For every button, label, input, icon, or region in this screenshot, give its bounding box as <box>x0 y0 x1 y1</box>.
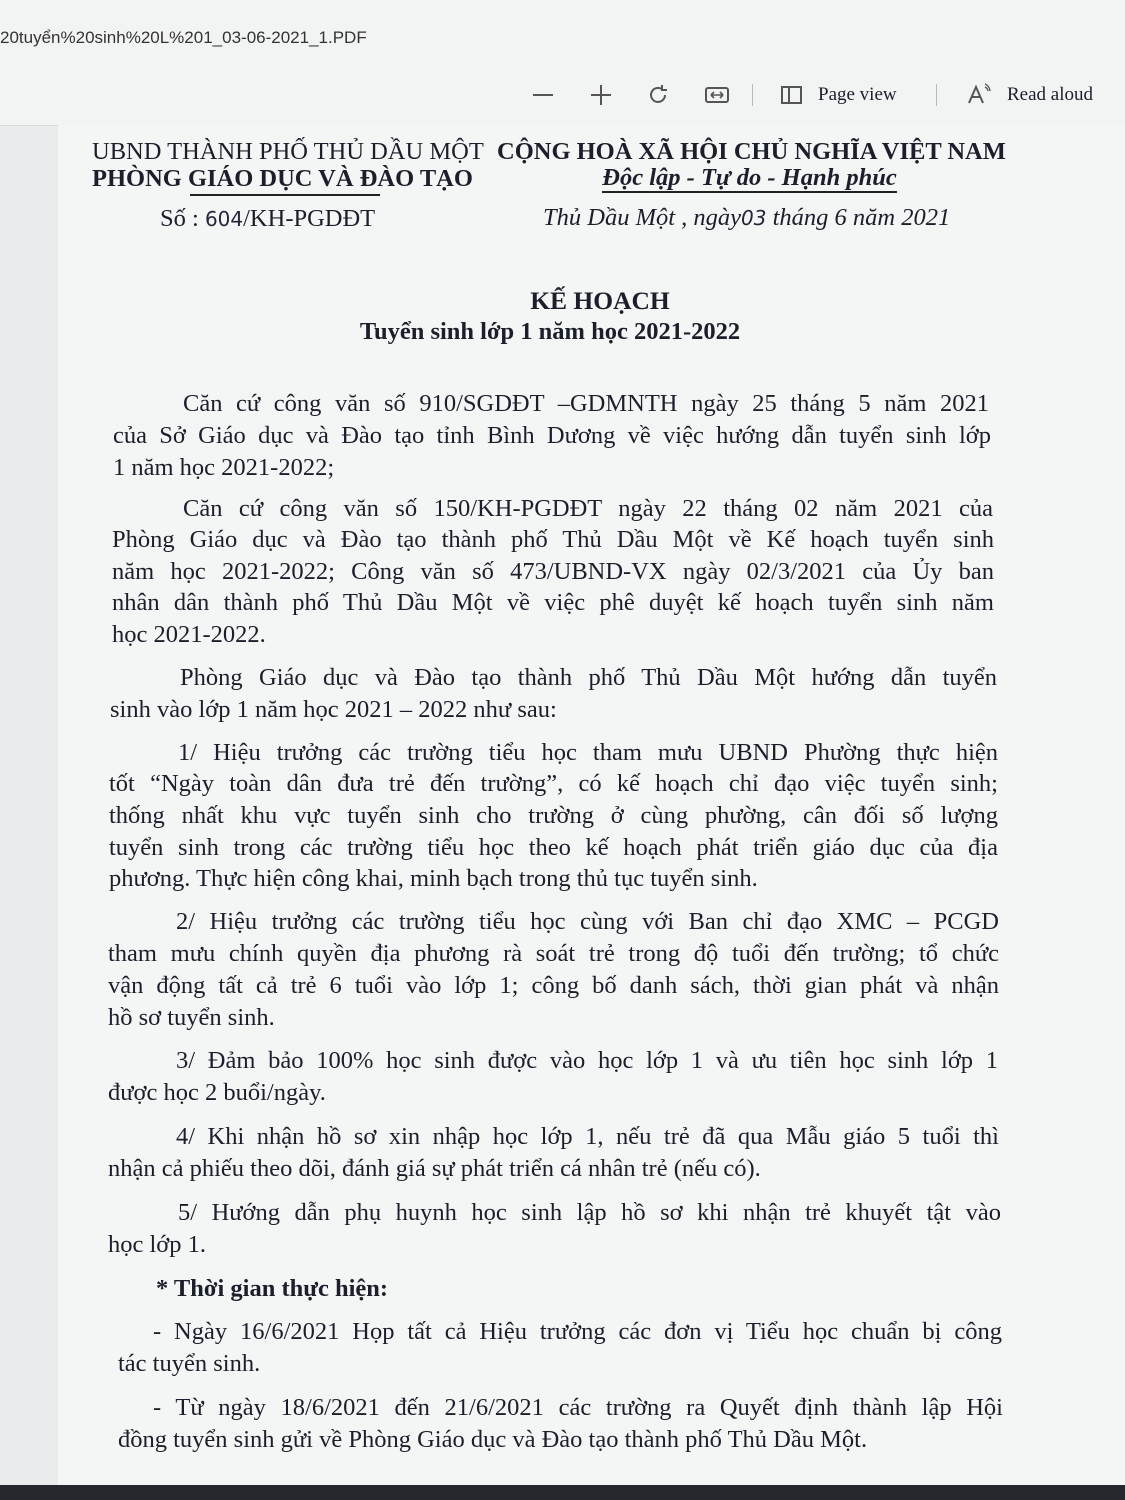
body-line: phương. Thực hiện công khai, minh bạch trong thủ tục tuyển sinh. <box>109 865 758 892</box>
window-titlebar <box>0 0 1125 70</box>
schedule-line: - Ngày 16/6/2021 Họp tất cả Hiệu trưởng các đơn vị Tiểu học chuẩn bị công <box>153 1318 1002 1345</box>
document-date <box>543 203 950 233</box>
body-line: thống nhất khu vực tuyển sinh cho trường ở cùng phường, cân đối số lượng <box>109 802 998 829</box>
body-line: nhân dân thành phố Thủ Dầu Một về việc phê duyệt kế hoạch tuyển sinh năm <box>112 589 994 616</box>
body-line: 3/ Đảm bảo 100% học sinh được vào học lớp 1 và ưu tiên học sinh lớp 1 <box>176 1047 998 1074</box>
fit-width-button[interactable] <box>703 70 731 120</box>
read-aloud-label: Read aloud <box>1007 84 1094 105</box>
issuer-underline <box>190 194 380 196</box>
pdf-toolbar <box>0 70 1125 126</box>
page-view-button[interactable] <box>778 70 897 120</box>
handwritten-number: 604 <box>204 207 244 231</box>
schedule-line: - Từ ngày 18/6/2021 đến 21/6/2021 các trường ra Quyết định thành lập Hội <box>153 1394 1003 1421</box>
schedule-line: đồng tuyển sinh gửi về Phòng Giáo dục và Đào tạo thành phố Thủ Dầu Một. <box>118 1426 868 1453</box>
handwritten-day: 03 <box>741 206 767 230</box>
body-line: sinh vào lớp 1 năm học 2021 – 2022 như sau: <box>110 696 557 723</box>
body-line: năm học 2021-2022; Công văn số 473/UBND-VX ngày 02/3/2021 của Ủy ban <box>112 558 994 585</box>
body-line: vận động tất cả trẻ 6 tuổi vào lớp 1; công bố danh sách, thời gian phát và nhận <box>108 972 999 999</box>
body-line: 4/ Khi nhận hồ sơ xin nhập học lớp 1, nếu trẻ đã qua Mẫu giáo 5 tuổi thì <box>176 1123 999 1150</box>
taskbar <box>0 1485 1125 1500</box>
rotate-icon <box>645 82 671 108</box>
schedule-line: tác tuyển sinh. <box>118 1350 261 1377</box>
body-line: hồ sơ tuyển sinh. <box>108 1004 275 1031</box>
date-suffix: tháng 6 năm 2021 <box>766 204 951 231</box>
document-number <box>160 204 375 234</box>
read-aloud-icon <box>965 82 993 108</box>
body-line: của Sở Giáo dục và Đào tạo tỉnh Bình Dương về việc hướng dẫn tuyển sinh lớp <box>113 422 991 449</box>
body-line: học lớp 1. <box>108 1231 207 1258</box>
body-line: tuyển sinh trong các trường tiểu học theo kế hoạch phát triển giáo dục của địa <box>109 834 998 861</box>
number-prefix: Số : <box>160 205 199 232</box>
date-prefix: Thủ Dầu Một , ngày <box>543 204 742 231</box>
national-motto: Độc lập - Tự do - Hạnh phúc <box>602 164 897 191</box>
issuer-line-1: UBND THÀNH PHỐ THỦ DẦU MỘT <box>92 138 484 165</box>
zoom-out-button[interactable] <box>530 70 556 120</box>
page-view-label: Page view <box>818 84 897 105</box>
body-line: 1 năm học 2021-2022; <box>113 454 335 481</box>
rotate-button[interactable] <box>645 70 671 120</box>
fit-width-icon <box>703 82 731 108</box>
plus-icon <box>588 82 614 108</box>
toolbar-divider <box>936 84 937 106</box>
document-title: KẾ HOẠCH <box>530 286 670 315</box>
document-filename: 20tuyển%20sinh%20L%201_03-06-2021_1.PDF <box>0 28 367 47</box>
body-line: Căn cứ công văn số 150/KH-PGDĐT ngày 22 tháng 02 năm 2021 của <box>183 495 993 522</box>
body-line: tham mưu chính quyền địa phương rà soát trẻ trong độ tuổi đến trường; tổ chức <box>108 940 999 967</box>
read-aloud-button[interactable] <box>965 70 1093 120</box>
body-line: Phòng Giáo dục và Đào tạo thành phố Thủ Dầu Một hướng dẫn tuyển <box>180 664 997 691</box>
body-line: 5/ Hướng dẫn phụ huynh học sinh lập hồ sơ khi nhận trẻ khuyết tật vào <box>178 1199 1001 1226</box>
zoom-in-button[interactable] <box>588 70 614 120</box>
body-line: Phòng Giáo dục và Đào tạo thành phố Thủ Dầu Một về Kế hoạch tuyển sinh <box>112 526 994 553</box>
toolbar-divider <box>752 84 753 106</box>
document-subtitle: Tuyển sinh lớp 1 năm học 2021-2022 <box>359 318 741 345</box>
page-view-icon <box>778 82 806 108</box>
body-line: được học 2 buổi/ngày. <box>108 1079 326 1106</box>
minus-icon <box>530 82 556 108</box>
body-line: tốt “Ngày toàn dân đưa trẻ đến trường”, có kế hoạch chỉ đạo việc tuyển sinh; <box>109 770 998 797</box>
body-line: Căn cứ công văn số 910/SGDĐT –GDMNTH ngày 25 tháng 5 năm 2021 <box>183 390 989 417</box>
issuer-line-2: PHÒNG GIÁO DỤC VÀ ĐÀO TẠO <box>92 165 473 192</box>
body-line: 2/ Hiệu trưởng các trường tiểu học cùng với Ban chỉ đạo XMC – PCGD <box>176 908 999 935</box>
body-line: 1/ Hiệu trưởng các trường tiểu học tham mưu UBND Phường thực hiện <box>178 739 998 766</box>
number-suffix: /KH-PGDĐT <box>243 205 376 232</box>
section-heading: * Thời gian thực hiện: <box>156 1275 389 1302</box>
national-title: CỘNG HOÀ XÃ HỘI CHỦ NGHĨA VIỆT NAM <box>497 138 1006 165</box>
body-line: nhận cả phiếu theo dõi, đánh giá sự phát triển cá nhân trẻ (nếu có). <box>108 1155 761 1182</box>
body-line: học 2021-2022. <box>112 621 266 648</box>
